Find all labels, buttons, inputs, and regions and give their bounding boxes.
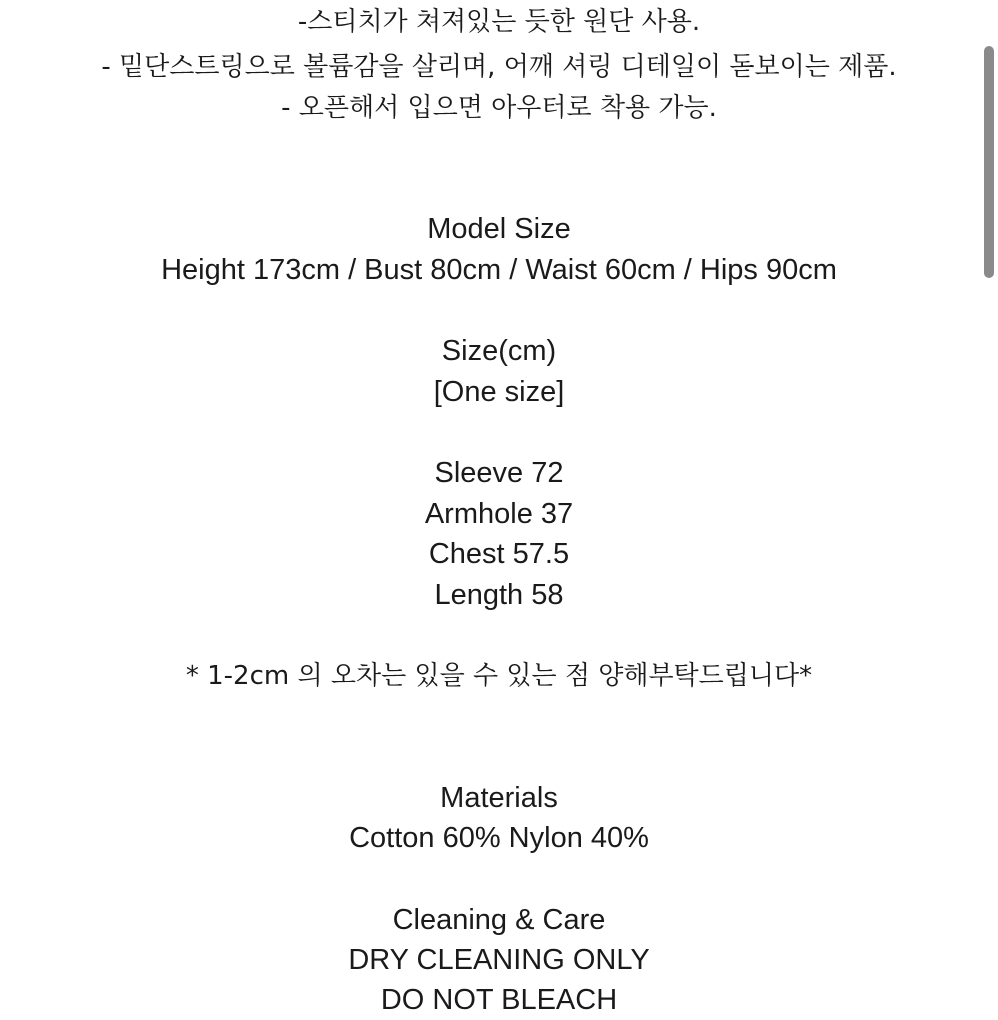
size-armhole: Armhole 37 (424, 498, 574, 530)
description-line-detail: - 밑단스트링으로 볼륨감을 살리며, 어깨 셔링 디테일이 돋보이는 제품. (101, 52, 897, 82)
vertical-scrollbar[interactable] (978, 0, 998, 998)
care-dry-cleaning: DRY CLEANING ONLY (348, 944, 650, 976)
scrollbar-thumb[interactable] (984, 46, 994, 278)
materials-heading: Materials (440, 782, 558, 814)
model-measurements: Height 173cm / Bust 80cm / Waist 60cm / Hips 90cm (161, 254, 837, 286)
size-option: [One size] (433, 376, 565, 408)
materials-composition: Cotton 60% Nylon 40% (349, 822, 649, 854)
care-no-bleach: DO NOT BLEACH (380, 984, 618, 1016)
size-length: Length 58 (434, 579, 564, 611)
size-sleeve: Sleeve 72 (434, 457, 564, 489)
tolerance-notice: * 1-2cm 의 오차는 있을 수 있는 점 양해부탁드립니다* (185, 661, 813, 691)
model-size-heading: Model Size (427, 213, 571, 245)
size-heading: Size(cm) (441, 335, 557, 367)
description-line-fabric: -스티치가 쳐져있는 듯한 원단 사용. (297, 7, 701, 37)
care-heading: Cleaning & Care (392, 904, 606, 936)
size-chest: Chest 57.5 (428, 538, 570, 570)
description-line-outer: - 오픈해서 입으면 아우터로 착용 가능. (281, 93, 717, 123)
